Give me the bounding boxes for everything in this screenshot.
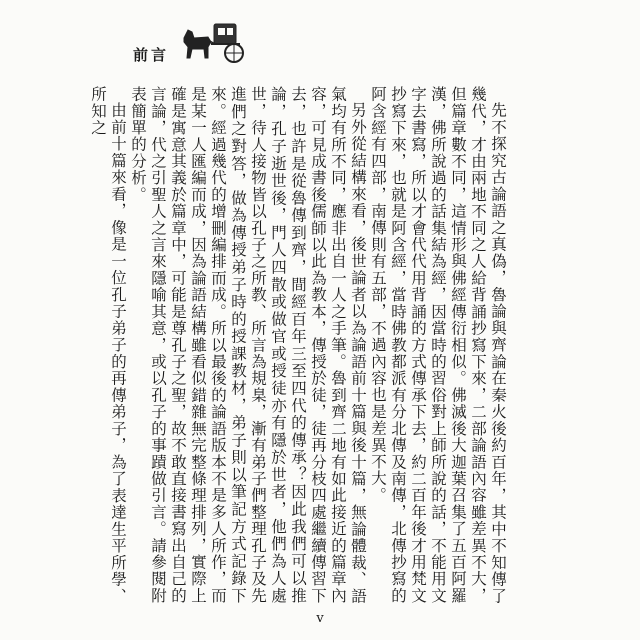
horse-carriage-icon — [178, 20, 248, 66]
page-number: v — [316, 611, 324, 626]
paragraph-1: 先不探究古論語之真偽，魯論與齊論在秦火後約百年，其中不知傳了幾代，才由兩地不同之人給背誦抄寫下來，二部論語內容雖差異不大，但篇章數不同，這情形與佛經傳衍相似。佛滅後大迦葉召集了五百阿羅漢，佛所說過的話集結為經，因當時的習俗對上師所說的話，不能用文字去書寫，所以才會代代用背誦的方式傳承下去，約二百年後才用梵文抄寫下來，也就是阿含經，當時佛教都派有分北傳及南傳，北傳抄寫的阿含經有四部，南傳則有五部，不過內容也是差異不大。 — [369, 86, 507, 604]
paragraph-2: 另外從結構來看，後世論者以為論語前十篇與後十篇，無論體裁、語氣均有所不同，應非出自一人之手筆。魯到齊二地有如此接近的篇章內容，可見成書後儒師以此為教本，傳授於徒，徒再分枝四處繼續傳習下去，也許是從魯傳到齊，間經百年三至四代的傳承？因此我們可以推論，孔子逝世後，門人四散或做官或授徒亦有隱於世者，他們為人處世，待人接物皆以孔子之所教、所言為規臬，漸有弟子們整理孔子及先進們之對答，做為傳授弟子時的授課教材，弟子則以筆記方式記錄下來。經過幾代的增刪編排而成。所以最後的論語版本不是多人所作，而是某一人匯編而成，因為論語結構雖看似錯雜無完整條理排列，實際上確是寓意其義於篇章中，可能是尊孔子之聖，故不敢直接書寫出自己的言論，代之引聖人之言來隱喻其意，或以孔子的事蹟做引言。請參閱附表簡單的分析。 — [129, 86, 367, 604]
vertical-text-body — [89, 86, 508, 604]
running-head: 前言 — [133, 46, 170, 64]
paragraph-3: 由前十篇來看，像是一位孔子弟子的再傳弟子，為了表達生平所學、所知之 — [89, 86, 127, 604]
